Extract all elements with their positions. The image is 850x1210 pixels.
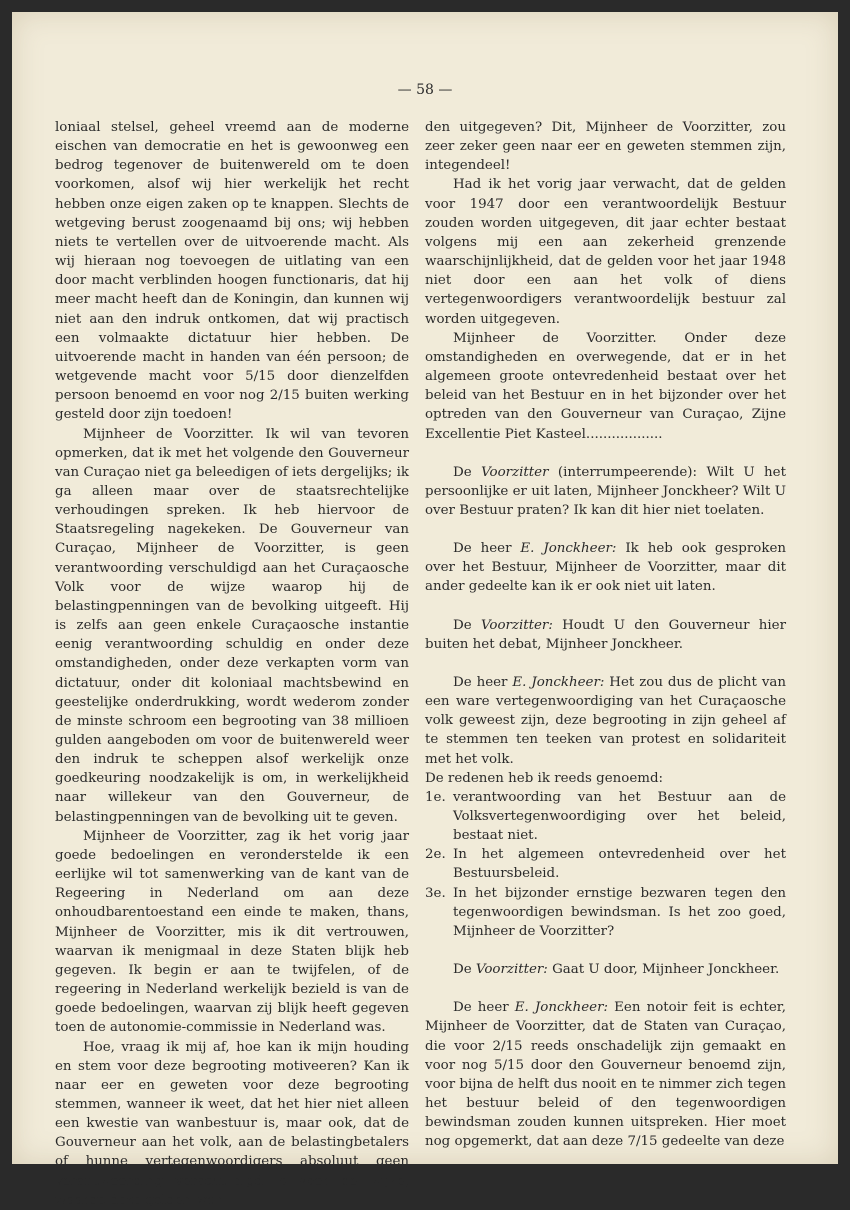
speaker-name: E. Jonckheer:: [514, 1000, 608, 1016]
document-page: [12, 12, 838, 1208]
speaker-prefix: De: [453, 617, 481, 633]
speech-text: (interrumpeerende): Wilt U het persoonlijke er uit laten, Mijnheer Jonckheer? Wilt U over Bestuur praten? Ik kan dit hier niet toelaten.: [425, 464, 786, 518]
speaker-prefix: De: [453, 464, 482, 480]
speaker-name: Voorzitter: [481, 464, 549, 480]
paragraph: Mijnheer de Voorzitter. Onder deze omstandigheden en overwegende, dat er in het algemeen groote ontevredenheid bestaat over het beleid van het Bestuur en in het bijzonder over het optreden van den Gouverneur van Curaçao, Zijne Excellentie Piet Kasteel..................: [425, 330, 786, 442]
speaker-paragraph: [425, 673, 786, 769]
speaker-paragraph: [425, 539, 786, 596]
speech-text: Gaat U door, Mijnheer Jonckheer.: [547, 962, 780, 978]
speaker-prefix: De heer: [453, 674, 513, 690]
speaker-name: E. Jonckheer:: [520, 541, 617, 557]
speaker-paragraph: [425, 960, 786, 979]
speaker-prefix: De heer: [453, 1000, 515, 1016]
list-text: In het bijzonder ernstige bezwaren tegen den tegenwoordigen bewindsman. Is het zoo goed, Mijnheer de Voorzitter?: [453, 885, 786, 939]
list-text: In het algemeen ontevredenheid over het Bestuursbeleid.: [453, 847, 786, 882]
speaker-paragraph: [425, 463, 786, 520]
speaker-name: Voorzitter:: [480, 617, 553, 633]
paragraph: Mijnheer de Voorzitter. Ik wil van tevoren opmerken, dat ik met het volgende den Gouverneur van Curaçao niet ga beleedigen of iets dergelijks; ik ga alleen maar over de staatsrechtelijke verhoudingen spreken. Ik heb hiervoor de Staatsregeling nagekeken. De Gouverneur van Curaçao, Mijnheer de Voorzitter, is geen verantwoording verschuldigd aan het Curaçaosche Volk voor de wijze waarop hij de belastingpenningen van de bevolking uitgeeft. Hij is zelfs aan geen enkele Curaçaosche instantie eenig verantwoording schuldig en onder deze omstandigheden, onder deze verkapten vorm van dictatuur, onder dit koloniaal machtsbewind en geestelijke onderdrukking, wordt wederom zonder de minste schroom een begrooting van 38 millioen gulden aangeboden om voor de buitenwereld weer den indruk te scheppen alsof werkelijk onze goedkeuring noodzakelijk is om, in werkelijkheid naar willekeur van den Gouverneur, de belastingpenningen van de bevolking uit te geven.: [55, 426, 409, 825]
list-item: [425, 845, 786, 883]
speaker-prefix: De: [453, 962, 476, 978]
list-item: [425, 788, 786, 845]
speech-text: Houdt U den Gouverneur hier buiten het debat, Mijnheer Jonckheer.: [425, 617, 786, 652]
paragraph: loniaal stelsel, geheel vreemd aan de moderne eischen van democratie en het is gewoonweg een bedrog tegenover de buitenwereld om te doen voorkomen, alsof wij hier werkelijk het recht hebben onze eigen zaken op te knappen. Slechts de wetgeving berust zoogenaamd bij ons; wij hebben niets te vertellen over de uitvoerende macht. Als wij hieraan nog toevoegen de uitlating van een door macht verblinden hoogen functionaris, dat hij meer macht heeft dan de Koningin, dan kunnen wij niet aan den indruk ontkomen, dat wij practisch een volmaakte dictatuur hier hebben. De uitvoerende macht in handen van één persoon; de wetgevende macht voor 5/15 door dienzelfden persoon benoemd en voor nog 2/15 buiten werking gesteld door zijn toedoen!: [55, 120, 409, 423]
speaker-prefix: De heer: [453, 541, 521, 557]
left-column: [55, 118, 409, 1210]
paragraph: Hoe, vraag ik mij af, hoe kan ik mijn houding en stem voor deze begrooting motiveeren? Kan ik naar eer en geweten voor deze begrooting stemmen, wanneer ik weet, dat het hier niet alleen een kwestie van wanbestuur is, maar ook, dat de Gouverneur aan het volk, aan de belastingbetalers of hunne vertegenwoordigers absoluut geen verantwoording verschuldigd is voor de wijze, waarop deze gelden wor-: [55, 1039, 409, 1208]
speaker-name: E. Jonckheer:: [512, 674, 605, 690]
paragraph: Had ik het vorig jaar verwacht, dat de gelden voor 1947 door een verantwoordelijk Bestuur zouden worden uitgegeven, dit jaar echter bestaat volgens mij een aan zekerheid grenzende waarschijnlijkheid, dat de gelden voor het jaar 1948 niet door een aan het volk of diens vertegenwoordigers verantwoordelijk bestuur zal worden uitgegeven.: [425, 177, 786, 327]
page-number: — 58 —: [397, 82, 453, 98]
speaker-paragraph: [425, 998, 786, 1151]
speech-text: Ik heb ook gesproken over het Bestuur, Mijnheer de Voorzitter, maar dit ander gedeelte kan ik er ook niet uit laten.: [425, 541, 786, 595]
list-number: 2e.: [425, 847, 446, 863]
right-column: [425, 118, 786, 1152]
list-number: 1e.: [425, 789, 446, 805]
paragraph: den uitgegeven? Dit, Mijnheer de Voorzitter, zou zeer zeker geen naar eer en geweten stemmen zijn, integendeel!: [425, 120, 786, 174]
speech-text: Een notoir feit is echter, Mijnheer de Voorzitter, dat de Staten van Curaçao, die voor 2/15 reeds onschadelijk zijn gemaakt en voor nog 5/15 door den Gouverneur benoemd zijn, voor bijna de helft dus nooit en te nimmer zich tegen het bestuur beleid of den tegenwoordigen bewindsman zouden kunnen uitspreken. Hier moet nog opgemerkt, dat aan deze 7/15 gedeelte van deze: [425, 1000, 786, 1150]
list-item: [425, 884, 786, 941]
list-number: 3e.: [425, 885, 446, 901]
list-text: verantwoording van het Bestuur aan de Volksvertegenwoordiging over het beleid, bestaat niet.: [453, 789, 786, 844]
speaker-name: Voorzitter:: [475, 962, 548, 978]
speaker-paragraph: [425, 616, 786, 654]
reasons-intro: De redenen heb ik reeds genoemd:: [425, 770, 664, 786]
paragraph: Mijnheer de Voorzitter, zag ik het vorig jaar goede bedoelingen en veronderstelde ik een eerlijke wil tot samenwerking van de kant van de Regeering in Nederland om aan deze onhoudbarentoestand een einde te maken, thans, Mijnheer de Voorzitter, mis ik dit vertrouwen, waarvan ik menigmaal in deze Staten blijk heb gegeven. Ik begin er aan te twijfelen, of de regeering in Nederland werkelijk bezield is van de goede bedoelingen, waarvan zij blijk heeft gegeven toen de autonomie-commissie in Nederland was.: [55, 828, 409, 1036]
speech-text: Het zou dus de plicht van een ware vertegenwoordiging van het Curaçaosche volk geweest zijn, deze begrooting in zijn geheel af te stemmen ten teeken van protest en solidariteit met het volk.: [425, 674, 786, 767]
